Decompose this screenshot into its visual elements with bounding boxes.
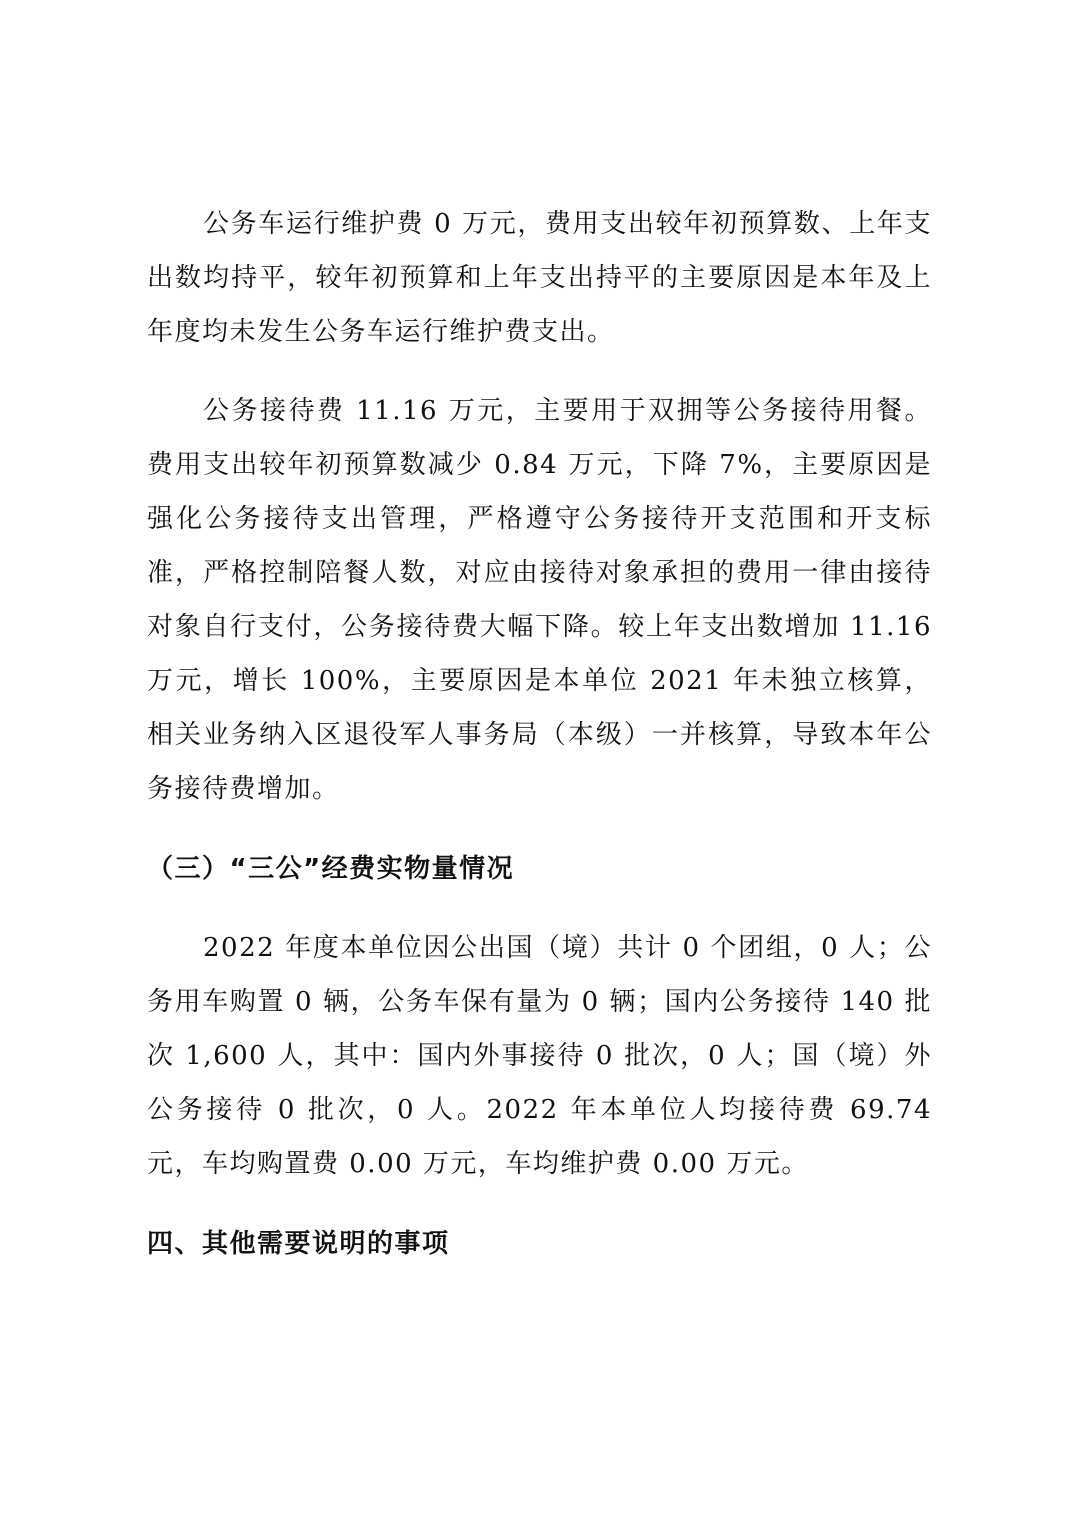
- reception-expense-paragraph: 公务接待费 11.16 万元，主要用于双拥等公务接待用餐。费用支出较年初预算数减少 0.84 万元，下降 7%，主要原因是强化公务接待支出管理，严格遵守公务接待开支范围和开支标准，严格控制陪餐人数，对应由接待对象承担的费用一律由接待对象自行支付，公务接待费大幅下降。较上年支出数增加 11.16 万元，增长 100%，主要原因是本单位 2021 年未独立核算，相关业务纳入区退役军人事务局（本级）一并核算，导致本年公务接待费增加。: [147, 396, 932, 804]
- physical-quantity-paragraph: 2022 年度本单位因公出国（境）共计 0 个团组，0 人；公务用车购置 0 辆，公务车保有量为 0 辆；国内公务接待 140 批次 1,600 人，其中：国内外事接待 0 批次，0 人；国（境）外公务接待 0 批次，0 人。2022 年本单位人均接待费 69.74 元，车均购置费 0.00 万元，车均维护费 0.00 万元。: [147, 933, 932, 1179]
- section-three-heading: （三）“三公”经费实物量情况: [147, 854, 515, 884]
- vehicle-maintenance-paragraph: 公务车运行维护费 0 万元，费用支出较年初预算数、上年支出数均持平，较年初预算和上年支出持平的主要原因是本年及上年度均未发生公务车运行维护费支出。: [147, 209, 932, 347]
- section-four-heading: 四、其他需要说明的事项: [147, 1229, 450, 1259]
